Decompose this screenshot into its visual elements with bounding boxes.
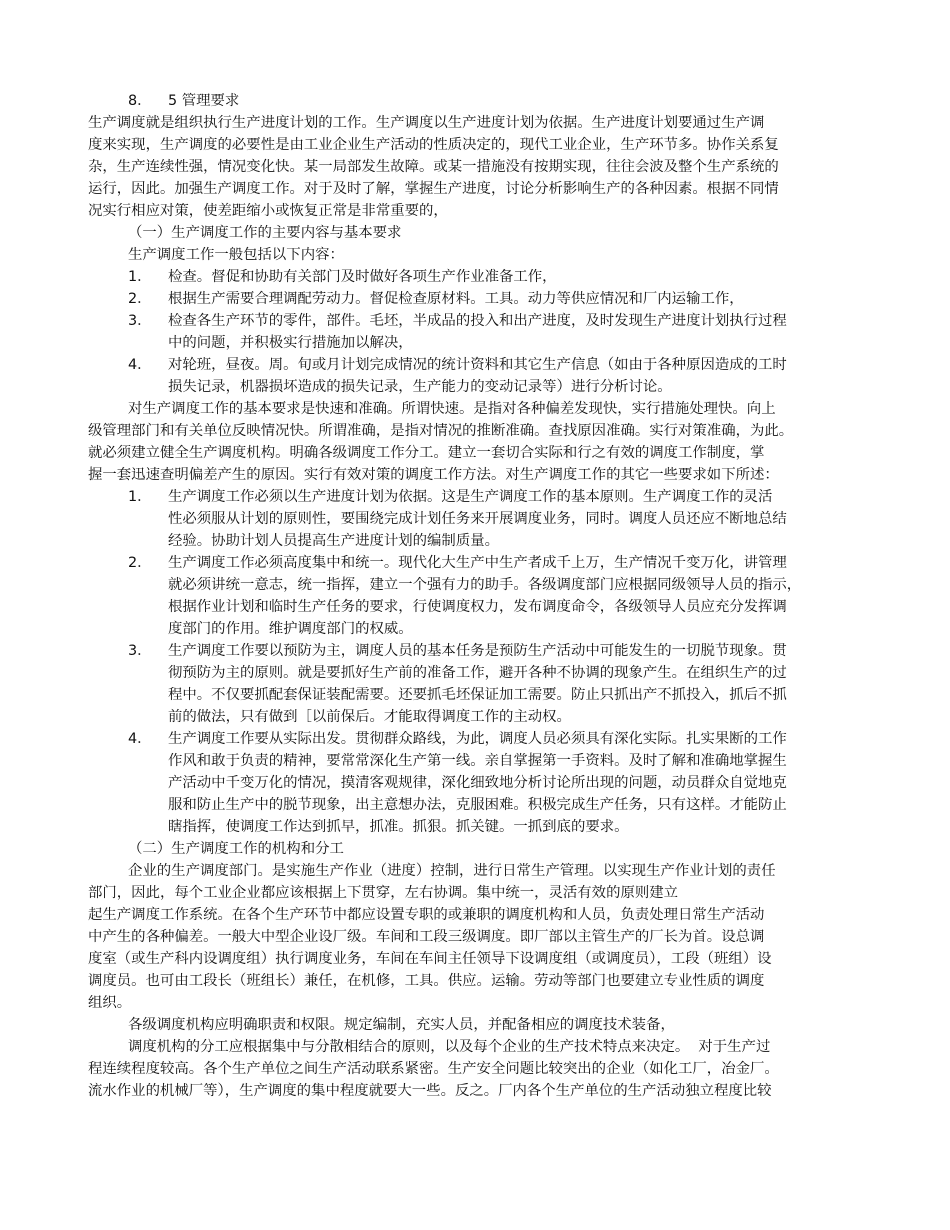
paragraph-line: 企业的生产调度部门。是实施生产作业（进度）控制，进行日常生产管理。以实现生产作业计划的责任 — [128, 863, 776, 879]
list-item-text: 瞎指挥，使调度工作达到抓早，抓准。抓狠。抓关键。一抓到底的要求。 — [168, 819, 629, 835]
list-item-number: 4． — [128, 357, 152, 373]
list-item-number: 3． — [128, 313, 152, 329]
list-item-text: 性必须服从计划的原则性，要围绕完成计划任务来开展调度业务，同时。调度人员还应不断地总结 — [168, 511, 787, 527]
paragraph-line: 程连续程度较高。各个生产单位之间生产活动联系紧密。生产安全问题比较突出的企业（如化工厂，冶金厂。 — [88, 1061, 779, 1077]
list-item-text: 就必须讲统一意志，统一指挥，建立一个强有力的助手。各级调度部门应根据同级领导人员的指示， — [168, 577, 802, 593]
list-item-text: 经验。协助计划人员提高生产进度计划的编制质量。 — [168, 533, 499, 549]
paragraph-line: 度室（或生产科内设调度组）执行调度业务，车间在车间主任领导下设调度组（或调度员），工段（班组）设 — [88, 951, 772, 967]
list-item-number: 4． — [128, 731, 152, 747]
paragraph-line: 就必须建立健全生产调度机构。明确各级调度工作分工。建立一套切合实际和行之有效的调度工作制度，掌 — [88, 445, 765, 461]
list-item-number: 2． — [128, 555, 152, 571]
paragraph-line: 生产调度工作一般包括以下内容： — [128, 247, 344, 263]
list-item-text: 生产调度工作要从实际出发。贯彻群众路线，为此，调度人员必须具有深化实际。扎实果断的工作 — [168, 731, 787, 747]
list-item-text: 作风和敢于负责的精神，要常常深化生产第一线。亲自掌握第一手资料。及时了解和准确地掌握生 — [168, 753, 787, 769]
list-item-text: 服和防止生产中的脱节现象，出主意想办法，克服困难。积极完成生产任务，只有这样。才能防止 — [168, 797, 787, 813]
list-item-text: 对轮班，昼夜。周。旬或月计划完成情况的统计资料和其它生产信息（如由于各种原因造成的工时 — [168, 357, 787, 373]
paragraph-line: 况实行相应对策，使差距缩小或恢复正常是非常重要的， — [88, 203, 448, 219]
list-item-number: 2． — [128, 291, 152, 307]
paragraph-line: 流水作业的机械厂等），生产调度的集中程度就要大一些。反之。厂内各个生产单位的生产活动独立程度比较 — [88, 1083, 772, 1099]
paragraph-line: 组织。 — [88, 995, 132, 1011]
paragraph-line: 生产调度就是组织执行生产进度计划的工作。生产调度以生产进度计划为依据。生产进度计划要通过生产调 — [88, 115, 765, 131]
list-item-text: 损失记录，机器损坏造成的损失记录，生产能力的变动记录等）进行分析讨论。 — [168, 379, 672, 395]
section-title: （二）生产调度工作的机构和分工 — [128, 841, 344, 857]
paragraph-line: 级管理部门和有关单位反映情况快。所谓准确，是指对情况的推断准确。查找原因准确。实行对策准确，为此。 — [88, 423, 794, 439]
list-item-text: 检查各生产环节的零件，部件。毛坯，半成品的投入和出产进度，及时发现生产进度计划执行过程 — [168, 313, 787, 329]
list-item-text: 根据作业计划和临时生产任务的要求，行使调度权力，发布调度命令，各级领导人员应充分发挥调 — [168, 599, 787, 615]
paragraph-line: 对生产调度工作的基本要求是快速和准确。所谓快速。是指对各种偏差发现快，实行措施处理快。向上 — [128, 401, 776, 417]
list-item-number: 1． — [128, 269, 152, 285]
list-item-text: 生产调度工作必须以生产进度计划为依据。这是生产调度工作的基本原则。生产调度工作的灵活 — [168, 489, 773, 505]
heading-title: 5 管理要求 — [168, 93, 240, 109]
paragraph-line: 调度机构的分工应根据集中与分散相结合的原则，以及每个企业的生产技术特点来决定。 对于生产过 — [128, 1039, 771, 1055]
list-item-text: 生产调度工作必须高度集中和统一。现代化大生产中生产者成千上万，生产情况千变万化，讲管理 — [168, 555, 787, 571]
section-title: （一）生产调度工作的主要内容与基本要求 — [128, 225, 402, 241]
list-item-text: 检查。督促和协助有关部门及时做好各项生产作业准备工作， — [168, 269, 557, 285]
list-item-number: 3． — [128, 643, 152, 659]
list-item-text: 生产调度工作要以预防为主，调度人员的基本任务是预防生产活动中可能发生的一切脱节现象。贯 — [168, 643, 787, 659]
list-item-text: 度部门的作用。维护调度部门的权威。 — [168, 621, 413, 637]
paragraph-line: 调度员。也可由工段长（班组长）兼任，在机修，工具。供应。运输。劳动等部门也要建立专业性质的调度 — [88, 973, 765, 989]
list-item-text: 前的做法，只有做到［以前保后。才能取得调度工作的主动权。 — [168, 709, 571, 725]
list-item-number: 1． — [128, 489, 152, 505]
list-item-text: 中的问题，并积极实行措施加以解决， — [168, 335, 413, 351]
paragraph-line: 部门，因此，每个工业企业都应该根据上下贯穿，左右协调。集中统一，灵活有效的原则建立 — [88, 885, 679, 901]
paragraph-line: 杂，生产连续性强，情况变化快。某一局部发生故障。或某一措施没有按期实现，往往会波及整个生产系统的 — [88, 159, 779, 175]
list-item-text: 根据生产需要合理调配劳动力。督促检查原材料。工具。动力等供应情况和厂内运输工作， — [168, 291, 744, 307]
paragraph-line: 起生产调度工作系统。在各个生产环节中都应设置专职的或兼职的调度机构和人员，负责处理日常生产活动 — [88, 907, 765, 923]
list-item-text: 彻预防为主的原则。就是要抓好生产前的准备工作，避开各种不协调的现象产生。在组织生产的过 — [168, 665, 787, 681]
paragraph-line: 中产生的各种偏差。一般大中型企业设厂级。车间和工段三级调度。即厂部以主管生产的厂长为首。设总调 — [88, 929, 765, 945]
paragraph-line: 握一套迅速查明偏差产生的原因。实行有效对策的调度工作方法。对生产调度工作的其它一些要求如下所述： — [88, 467, 779, 483]
list-item-text: 产活动中千变万化的情况，摸清客观规律，深化细致地分析讨论所出现的问题，动员群众自觉地克 — [168, 775, 787, 791]
list-item-text: 程中。不仅要抓配套保证装配需要。还要抓毛坯保证加工需要。防止只抓出产不抓投入，抓后不抓 — [168, 687, 787, 703]
heading-number: 8． — [128, 93, 152, 109]
paragraph-line: 各级调度机构应明确职责和权限。规定编制，充实人员，并配备相应的调度技术装备， — [128, 1017, 675, 1033]
paragraph-line: 度来实现，生产调度的必要性是由工业企业生产活动的性质决定的，现代工业企业，生产环节多。协作关系复 — [88, 137, 779, 153]
paragraph-line: 运行，因此。加强生产调度工作。对于及时了解，掌握生产进度，讨论分析影响生产的各种因素。根据不同情 — [88, 181, 779, 197]
